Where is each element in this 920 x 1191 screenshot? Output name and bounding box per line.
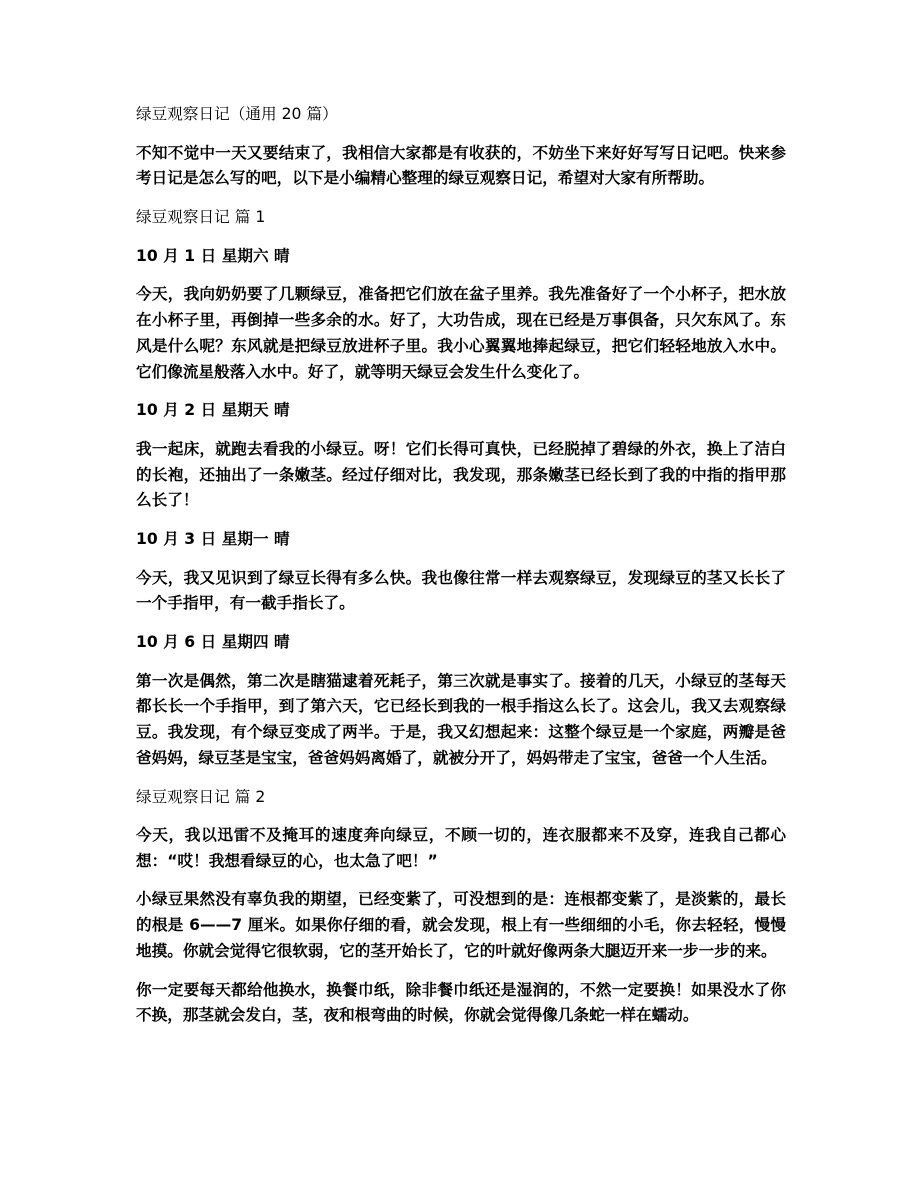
entry-date: 10 月 1 日 星期六 晴 <box>136 246 290 265</box>
entry-text: 我一起床，就跑去看我的小绿豆。呀！它们长得可真快，已经脱掉了碧绿的外衣，换上了洁白的长袍，还抽出了一条嫩茎。经过仔细对比，我发现，那条嫩茎已经长到了我的中指的指甲那么长了！ <box>136 439 786 510</box>
section-heading-1: 绿豆观察日记 篇 1 <box>136 207 266 226</box>
entry-text: 今天，我又见识到了绿豆长得有多么快。我也像往常一样去观察绿豆，发现绿豆的茎又长长了一个手指甲，有一截手指长了。 <box>136 568 786 613</box>
intro-paragraph: 不知不觉中一天又要结束了，我相信大家都是有收获的，不妨坐下来好好写写日记吧。快来参考日记是怎么写的吧，以下是小编精心整理的绿豆观察日记，希望对大家有所帮助。 <box>136 143 786 188</box>
body-paragraph: 今天，我以迅雷不及掩耳的速度奔向绿豆，不顾一切的，连衣服都来不及穿，连我自己都心想：“哎！我想看绿豆的心，也太急了吧！” <box>136 826 786 870</box>
entry-date: 10 月 3 日 星期一 晴 <box>136 529 290 548</box>
document-title: 绿豆观察日记（通用 20 篇） <box>136 105 338 123</box>
entry-date: 10 月 6 日 星期四 晴 <box>136 632 290 651</box>
section-heading-2: 绿豆观察日记 篇 2 <box>136 787 266 806</box>
body-paragraph: 你一定要每天都给他换水，换餐巾纸，除非餐巾纸还是湿润的，不然一定要换！如果没水了你不换，那茎就会发白，茎，夜和根弯曲的时候，你就会觉得像几条蛇一样在蠕动。 <box>136 980 786 1025</box>
body-paragraph: 小绿豆果然没有辜负我的期望，已经变紫了，可没想到的是：连根都变紫了，是淡紫的，最长的根是 6——7 厘米。如果你仔细的看，就会发现，根上有一些细细的小毛，你去轻轻，慢慢地摸。你就会觉得它很软弱，它的茎开始长了，它的叶就好像两条大腿迈开来一步一步的来。 <box>136 890 786 961</box>
entry-date: 10 月 2 日 星期天 晴 <box>136 401 290 420</box>
document-page <box>136 102 786 1042</box>
entry-text: 第一次是偶然，第二次是瞎猫逮着死耗子，第三次就是事实了。接着的几天，小绿豆的茎每天都长长一个手指甲，到了第六天，它已经长到我的一根手指这么长了。这会儿，我又去观察绿豆。我发现，有个绿豆变成了两半。于是，我又幻想起来：这整个绿豆是一个家庭，两瓣是爸爸妈妈，绿豆茎是宝宝，爸爸妈妈离婚了，就被分开了，妈妈带走了宝宝，爸爸一个人生活。 <box>136 671 786 767</box>
entry-text: 今天，我向奶奶要了几颗绿豆，准备把它们放在盆子里养。我先准备好了一个小杯子，把水放在小杯子里，再倒掉一些多余的水。好了，大功告成，现在已经是万事俱备，只欠东风了。东风是什么呢？东风就是把绿豆放进杯子里。我小心翼翼地捧起绿豆，把它们轻轻地放入水中。它们像流星般落入水中。好了，就等明天绿豆会发生什么变化了。 <box>136 285 786 381</box>
